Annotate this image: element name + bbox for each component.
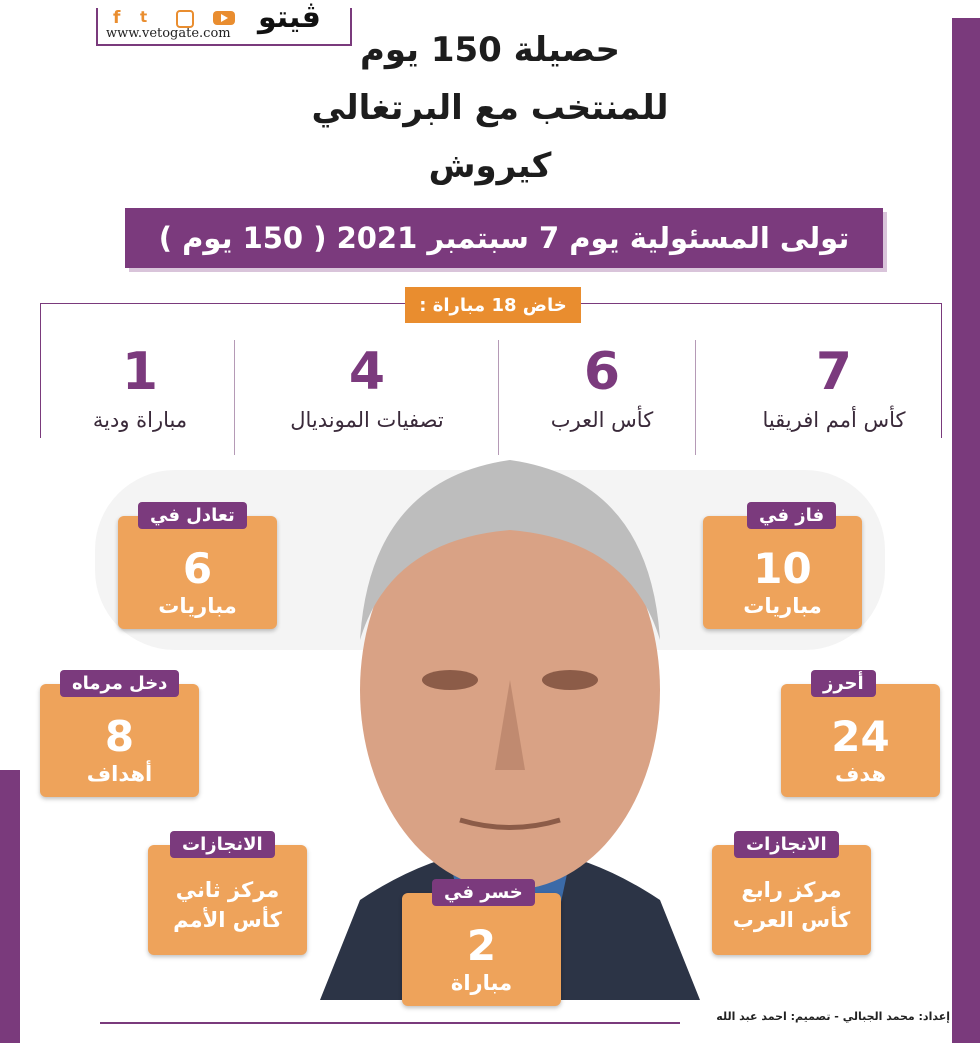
achievement-left-line1: مركز ثاني: [175, 878, 280, 902]
stat-afcon-label: كأس أمم افريقيا: [762, 408, 906, 432]
achievement-right-tag: الانجازات: [734, 831, 839, 858]
stat-arab-cup-label: كأس العرب: [550, 408, 654, 432]
lost-value: 2: [466, 921, 497, 970]
logo: ڤيتو: [258, 0, 321, 35]
achievement-right-line1: مركز رابع: [741, 878, 842, 902]
title-line-2: للمنتخب مع البرتغالي: [311, 88, 669, 128]
drew-tag: تعادل في: [138, 502, 247, 529]
won-unit: مباريات: [743, 594, 822, 618]
footer-line: [100, 1022, 680, 1024]
scored-unit: هدف: [834, 762, 887, 786]
won-tag: فاز في: [747, 502, 836, 529]
conceded-tag: دخل مرماه: [60, 670, 179, 697]
won-box: [703, 505, 862, 629]
site-url[interactable]: www.vetogate.com: [106, 26, 231, 41]
twitter-icon[interactable]: t: [140, 8, 148, 26]
lost-box: [402, 882, 561, 1006]
achievement-right-line2: كأس العرب: [732, 908, 851, 932]
stat-wc-qualifiers-label: تصفيات المونديال: [290, 408, 444, 432]
stat-divider: [498, 340, 499, 455]
scored-box: [781, 673, 940, 797]
achievement-left-tag: الانجازات: [170, 831, 275, 858]
stat-arab-cup-value: 6: [583, 342, 621, 402]
youtube-icon[interactable]: [213, 11, 235, 25]
title-line-1: حصيلة 150 يوم: [359, 30, 621, 70]
stat-friendly-value: 1: [121, 342, 159, 402]
left-accent-bar: [0, 770, 20, 1043]
tenure-banner: تولى المسئولية يوم 7 سبتمبر 2021 ( 150 يوم ): [125, 208, 883, 268]
facebook-icon[interactable]: f: [113, 8, 121, 28]
won-value: 10: [753, 544, 812, 593]
drew-box: [118, 505, 277, 629]
stat-afcon-value: 7: [815, 342, 853, 402]
scored-value: 24: [831, 712, 890, 761]
achievement-left-box: [148, 834, 307, 955]
lost-tag: خسر في: [432, 879, 535, 906]
stat-wc-qualifiers-value: 4: [348, 342, 386, 402]
title-line-3: كيروش: [428, 146, 552, 186]
drew-unit: مباريات: [158, 594, 237, 618]
credits: إعداد: محمد الجبالي - تصميم: احمد عبد الله: [716, 1010, 950, 1023]
achievement-left-line2: كأس الأمم: [173, 908, 282, 932]
conceded-box: [40, 673, 199, 797]
achievement-right-box: [712, 834, 871, 955]
stat-friendly-label: مباراة ودية: [92, 408, 188, 432]
drew-value: 6: [182, 544, 213, 593]
conceded-value: 8: [104, 712, 135, 761]
matches-tag: خاض 18 مباراة :: [405, 287, 581, 323]
lost-unit: مباراة: [450, 971, 513, 995]
scored-tag: أحرز: [811, 670, 876, 697]
conceded-unit: أهداف: [86, 762, 153, 786]
